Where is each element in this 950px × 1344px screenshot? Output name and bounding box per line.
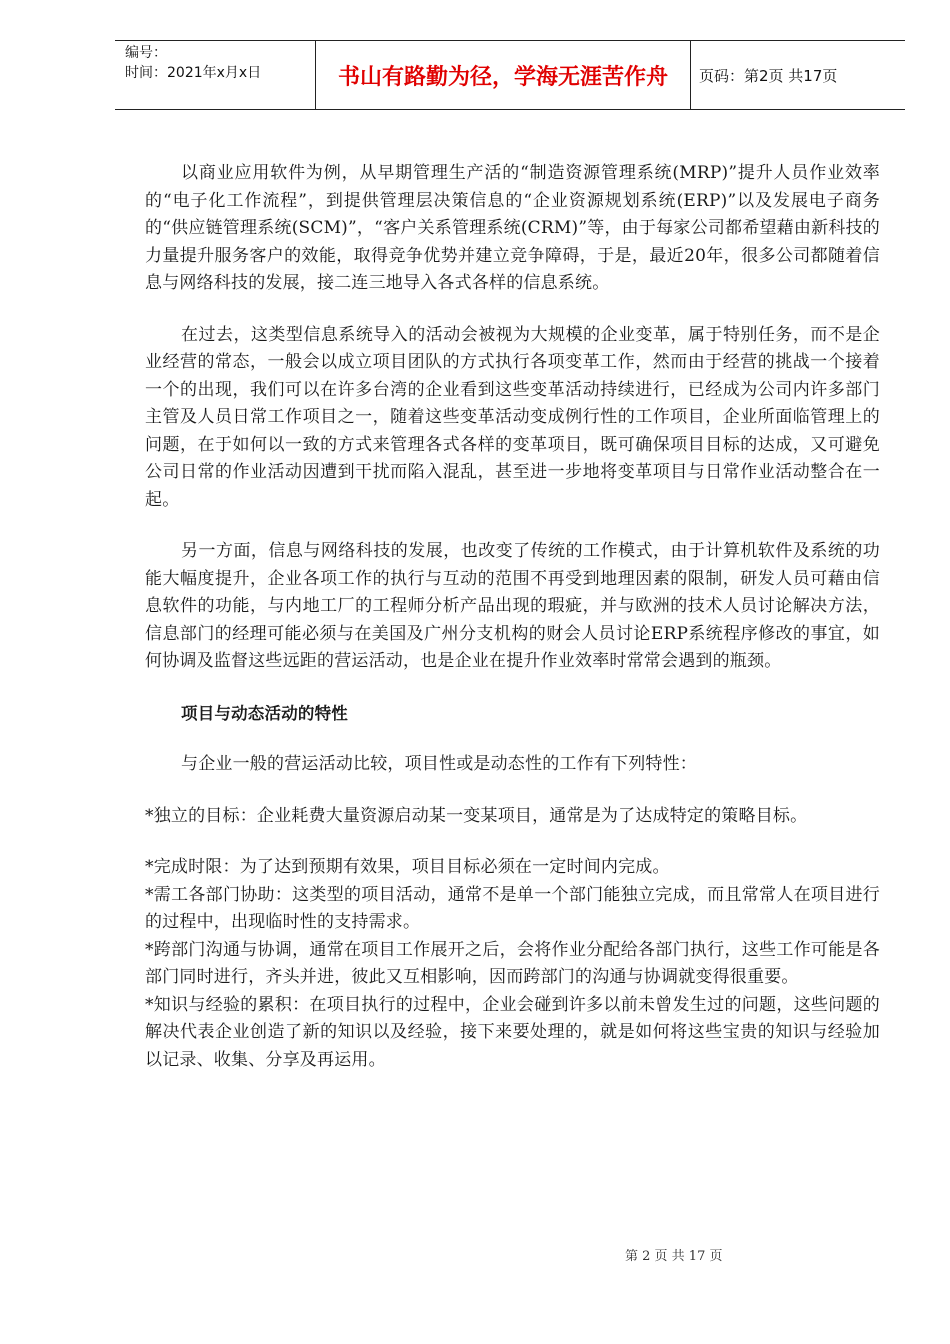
page-header	[115, 40, 905, 110]
paragraph: 另一方面，信息与网络科技的发展，也改变了传统的工作模式，由于计算机软件及系统的功能大幅度提升，企业各项工作的执行与互动的范围不再受到地理因素的限制，研发人员可藉由信息软件的功能，与内地工厂的工程师分析产品出现的瑕疵，并与欧洲的技术人员讨论解决方法，信息部门的经理可能必须与在美国及广州分支机构的财会人员讨论ERP系统程序修改的事宜，如何协调及监督这些远距的营运活动，也是企业在提升作业效率时常常会遇到的瓶颈。	[145, 541, 880, 671]
header-motto: 书山有路勤为径，学海无涯苦作舟	[315, 41, 691, 109]
header-page-info: 页码：第2页 共17页	[699, 66, 838, 85]
section-title: 项目与动态活动的特性	[181, 703, 348, 723]
list-item: *独立的目标：企业耗费大量资源启动某一变某项目，通常是为了达成特定的策略目标。	[145, 805, 808, 826]
paragraph: 在过去，这类型信息系统导入的活动会被视为大规模的企业变革，属于特别任务，而不是企业经营的常态，一般会以成立项目团队的方式执行各项变革工作，然而由于经营的挑战一个接着一个的出现，我们可以在许多台湾的企业看到这些变革活动持续进行，已经成为公司内许多部门主管及人员日常工作项目之一，随着这些变革活动变成例行性的工作项目，企业所面临管理上的问题，在于如何以一致的方式来管理各式各样的变革项目，既可确保项目目标的达成，又可避免公司日常的作业活动因遭到干扰而陷入混乱，甚至进一步地将变革项目与日常作业活动整合在一起。	[145, 324, 880, 510]
feature-list	[145, 803, 880, 1075]
paragraph: 以商业应用软件为例，从早期管理生产活的“制造资源管理系统(MRP)”提升人员作业效率的“电子化工作流程”，到提供管理层决策信息的“企业资源规划系统(ERP)”以及发展电子商务的“供应链管理系统(SCM)”，“客户关系管理系统(CRM)”等，由于每家公司都希望藉由新科技的力量提升服务客户的效能，取得竞争优势并建立竞争障碍，于是，最近20年，很多公司都随着信息与网络科技的发展，接二连三地导入各式各样的信息系统。	[145, 163, 880, 293]
header-number-label: 编号：	[125, 45, 167, 61]
document-body	[145, 160, 880, 1074]
section-intro: 与企业一般的营运活动比较，项目性或是动态性的工作有下列特性：	[181, 754, 697, 774]
list-item: *跨部门沟通与协调，通常在项目工作展开之后，会将作业分配给各部门执行，这些工作可能是各部门同时进行，齐头并进，彼此又互相影响，因而跨部门的沟通与协调就变得很重要。	[145, 939, 880, 987]
list-item: *需工各部门协助：这类型的项目活动，通常不是单一个部门能独立完成，而且常常人在项目进行的过程中，出现临时性的支持需求。	[145, 884, 880, 932]
list-item: *知识与经验的累积：在项目执行的过程中，企业会碰到许多以前未曾发生过的问题，这些问题的解决代表企业创造了新的知识以及经验，接下来要处理的，就是如何将这些宝贵的知识与经验加以记录、收集、分享及再运用。	[145, 994, 880, 1070]
header-time-label: 时间：2021年x月x日	[125, 65, 262, 81]
page-footer: 第 2 页 共 17 页	[625, 1249, 723, 1264]
header-meta	[115, 41, 315, 109]
list-item: *完成时限：为了达到预期有效果，项目目标必须在一定时间内完成。	[145, 857, 670, 877]
